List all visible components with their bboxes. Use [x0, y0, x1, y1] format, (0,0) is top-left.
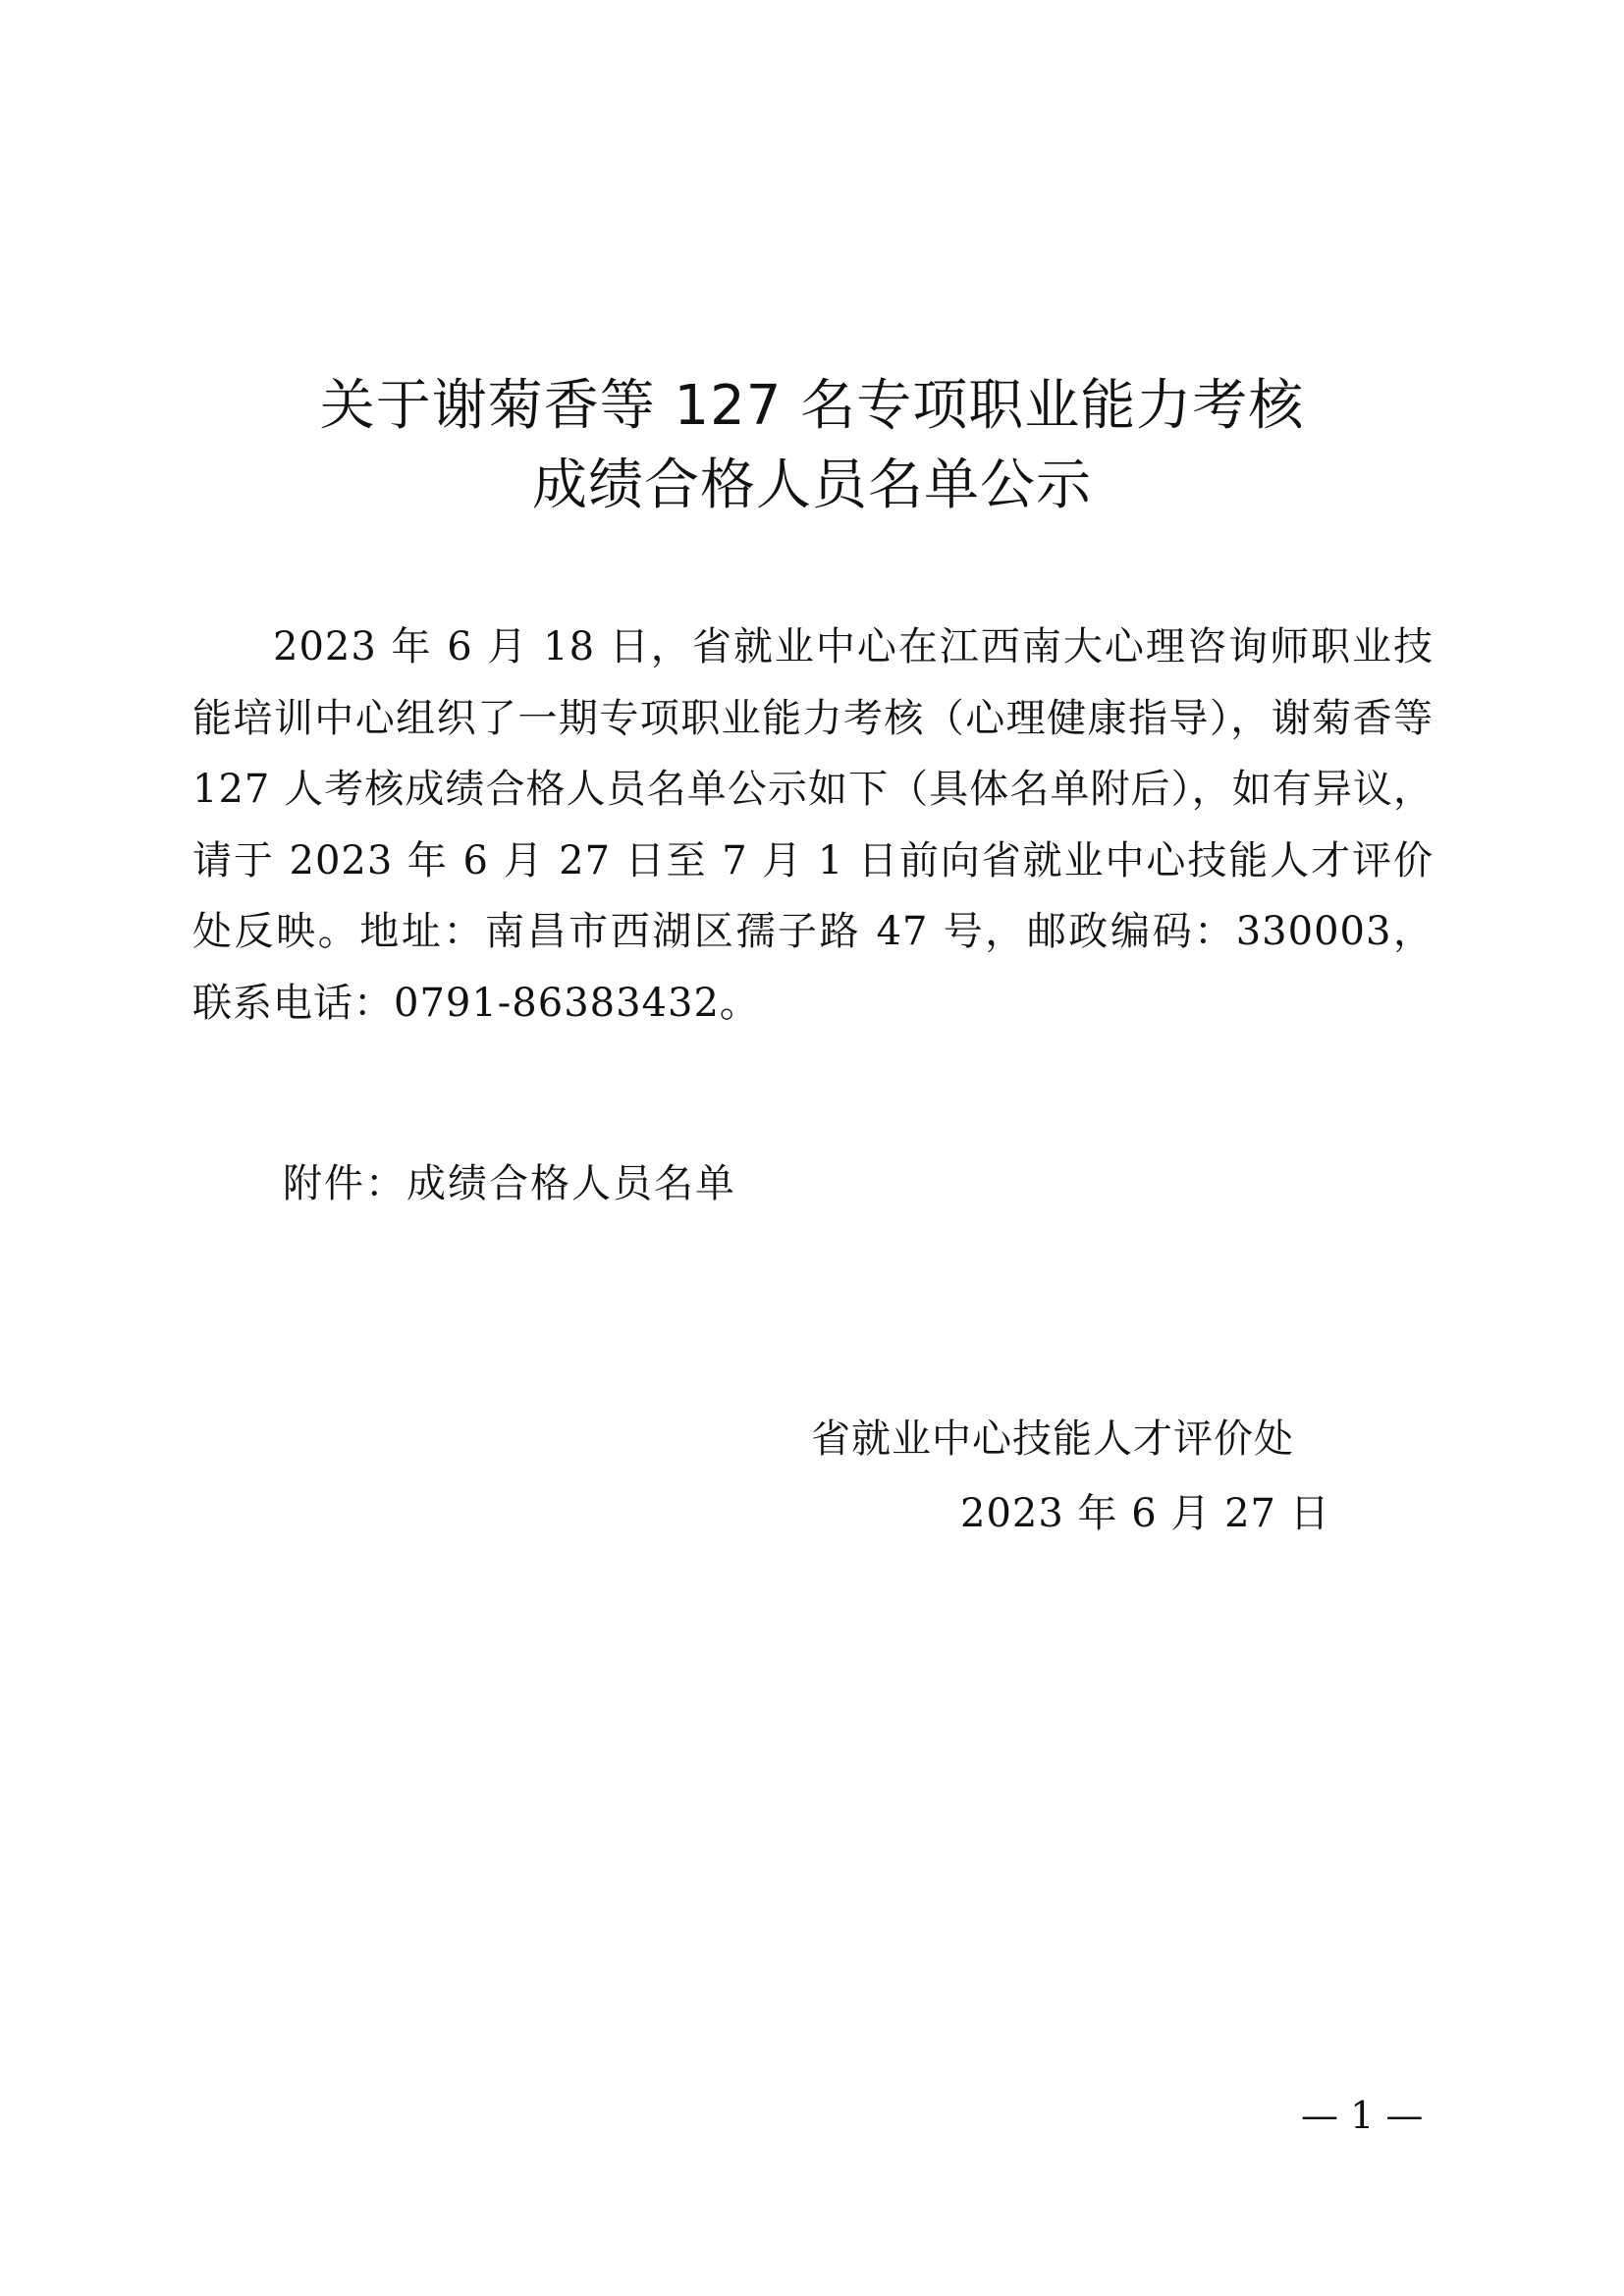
attachment-note: 附件：成绩合格人员名单: [283, 1161, 736, 1206]
signature-organization: 省就业中心技能人才评价处: [811, 1416, 1294, 1462]
document-title-line-1: 关于谢菊香等 127 名专项职业能力考核: [319, 374, 1305, 438]
signature-date: 2023 年 6 月 27 日: [960, 1491, 1330, 1536]
document-title-line-2: 成绩合格人员名单公示: [532, 454, 1092, 517]
announcement-paragraph: 2023 年 6 月 18 日，省就业中心在江西南大心理咨询师职业技能培训中心组织了一期专项职业能力考核（心理健康指导），谢菊香等 127 人考核成绩合格人员名单公示如下（具体名单附后），如有异议，请于 2023 年 6 月 27 日至 7 月 1 日前向省就业中心技能人才评价处反映。地址：南昌市西湖区孺子路 47 号，邮政编码：330003，联系电话：0791-86383432。: [192, 624, 1434, 1026]
page-number: — 1 —: [1301, 2094, 1424, 2137]
